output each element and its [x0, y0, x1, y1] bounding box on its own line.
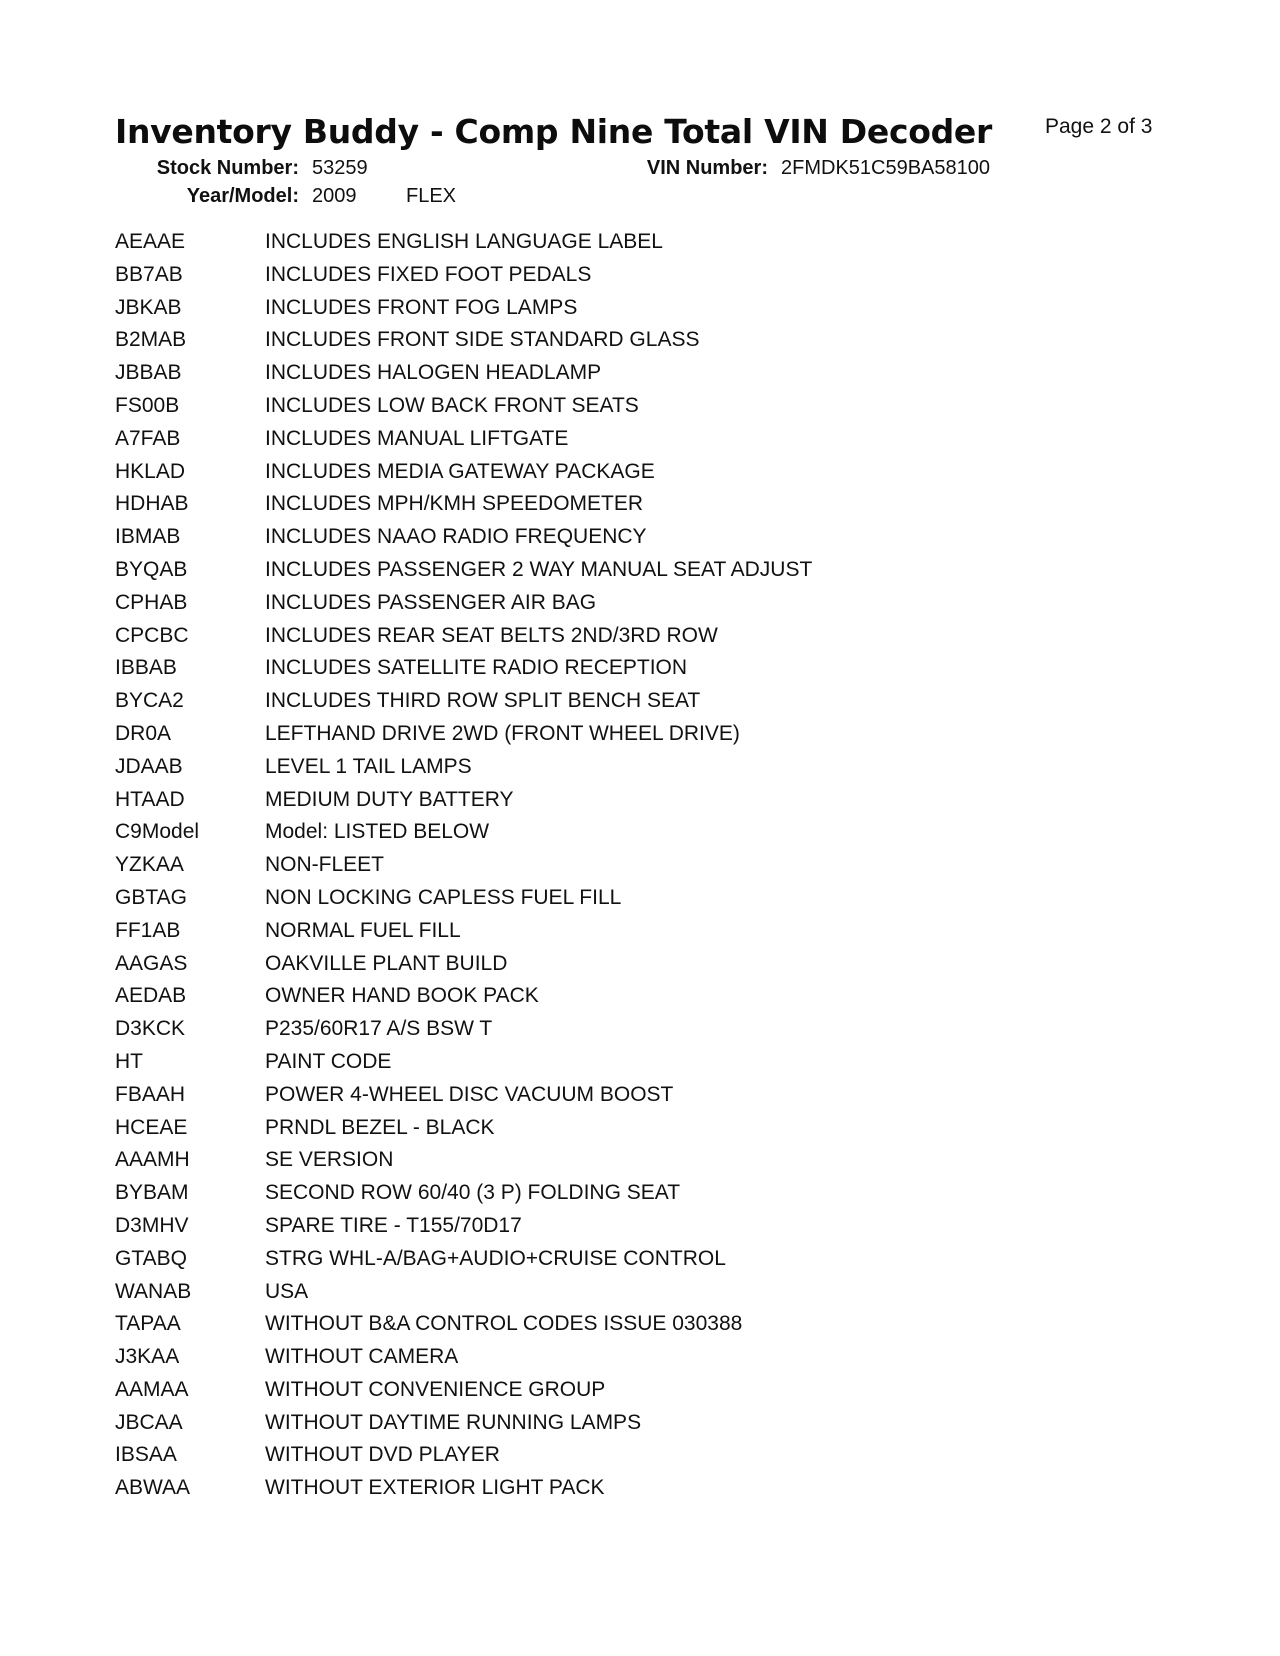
option-description: PRNDL BEZEL - BLACK: [265, 1115, 495, 1139]
option-code: C9Model: [115, 820, 200, 844]
option-description: LEVEL 1 TAIL LAMPS: [265, 754, 472, 778]
list-item: [0, 1243, 1280, 1276]
option-code: HCEAE: [115, 1115, 188, 1139]
list-item: [0, 456, 1280, 489]
option-description: SECOND ROW 60/40 (3 P) FOLDING SEAT: [265, 1181, 681, 1205]
option-code: CPCBC: [115, 623, 189, 647]
list-item: [0, 980, 1280, 1013]
option-code: YZKAA: [115, 853, 184, 877]
list-item: [0, 620, 1280, 653]
option-description: INCLUDES HALOGEN HEADLAMP: [265, 361, 602, 385]
option-description: PAINT CODE: [265, 1049, 392, 1073]
option-code: FF1AB: [115, 918, 181, 942]
option-description: WITHOUT CAMERA: [265, 1345, 459, 1369]
list-item: [0, 1439, 1280, 1472]
list-item: [0, 1276, 1280, 1309]
option-description: STRG WHL-A/BAG+AUDIO+CRUISE CONTROL: [265, 1246, 726, 1270]
option-description: INCLUDES NAAO RADIO FREQUENCY: [265, 525, 647, 549]
option-code: GTABQ: [115, 1246, 187, 1270]
option-code: TAPAA: [115, 1312, 181, 1336]
option-description: USA: [265, 1279, 309, 1303]
option-code: IBMAB: [115, 525, 181, 549]
option-code: BYBAM: [115, 1181, 189, 1205]
list-item: [0, 685, 1280, 718]
option-code: FBAAH: [115, 1082, 186, 1106]
option-description: MEDIUM DUTY BATTERY: [265, 787, 514, 811]
option-description: INCLUDES LOW BACK FRONT SEATS: [265, 393, 639, 417]
option-code: D3KCK: [115, 1017, 186, 1041]
option-description: WITHOUT DVD PLAYER: [265, 1443, 500, 1467]
year-value: 2009: [312, 185, 357, 207]
option-description: OWNER HAND BOOK PACK: [265, 984, 539, 1008]
option-code: IBSAA: [115, 1443, 177, 1467]
option-code: JBKAB: [115, 295, 182, 319]
option-code: HT: [115, 1049, 143, 1073]
option-description: WITHOUT EXTERIOR LIGHT PACK: [265, 1476, 605, 1500]
list-item: [0, 882, 1280, 915]
list-item: [0, 324, 1280, 357]
list-item: [0, 357, 1280, 390]
list-item: [0, 751, 1280, 784]
option-description: SPARE TIRE - T155/70D17: [265, 1213, 522, 1237]
list-item: [0, 423, 1280, 456]
list-item: [0, 1472, 1280, 1505]
option-code: HDHAB: [115, 492, 189, 516]
list-item: [0, 1046, 1280, 1079]
option-description: LEFTHAND DRIVE 2WD (FRONT WHEEL DRIVE): [265, 721, 740, 745]
option-code: BB7AB: [115, 262, 183, 286]
list-item: [0, 718, 1280, 751]
option-description: P235/60R17 A/S BSW T: [265, 1017, 493, 1041]
option-description: INCLUDES MEDIA GATEWAY PACKAGE: [265, 459, 655, 483]
list-item: [0, 1112, 1280, 1145]
model-value: FLEX: [406, 185, 457, 207]
option-code: HKLAD: [115, 459, 186, 483]
list-item: [0, 784, 1280, 817]
list-item: [0, 1210, 1280, 1243]
list-item: [0, 259, 1280, 292]
page-indicator: Page 2 of 3: [1045, 115, 1153, 138]
option-description: NORMAL FUEL FILL: [265, 918, 461, 942]
list-item: [0, 652, 1280, 685]
option-code: CPHAB: [115, 590, 188, 614]
option-code: DR0A: [115, 721, 172, 745]
list-item: [0, 816, 1280, 849]
vin-number-value: 2FMDK51C59BA58100: [781, 157, 991, 179]
option-code: BYQAB: [115, 557, 188, 581]
list-item: [0, 1407, 1280, 1440]
option-code: AEDAB: [115, 984, 187, 1008]
option-description: INCLUDES ENGLISH LANGUAGE LABEL: [265, 230, 663, 253]
option-description: INCLUDES FRONT SIDE STANDARD GLASS: [265, 328, 700, 352]
stock-number-value: 53259: [312, 157, 368, 179]
option-code: AEAAE: [115, 230, 186, 253]
option-description: INCLUDES THIRD ROW SPLIT BENCH SEAT: [265, 689, 701, 713]
option-description: INCLUDES FIXED FOOT PEDALS: [265, 262, 592, 286]
option-description: INCLUDES PASSENGER AIR BAG: [265, 590, 597, 614]
option-code: B2MAB: [115, 328, 187, 352]
list-item: [0, 915, 1280, 948]
list-item: [0, 488, 1280, 521]
option-description: INCLUDES MPH/KMH SPEEDOMETER: [265, 492, 644, 516]
option-code: IBBAB: [115, 656, 177, 680]
option-code: A7FAB: [115, 426, 181, 450]
option-description: INCLUDES FRONT FOG LAMPS: [265, 295, 578, 319]
year-model-label: Year/Model:: [186, 185, 299, 207]
option-description: NON LOCKING CAPLESS FUEL FILL: [265, 885, 622, 909]
option-code: FS00B: [115, 393, 180, 417]
option-code: BYCA2: [115, 689, 184, 713]
stock-number-label: Stock Number:: [156, 157, 299, 179]
list-item: [0, 521, 1280, 554]
list-item: [0, 390, 1280, 423]
option-description: WITHOUT DAYTIME RUNNING LAMPS: [265, 1410, 642, 1434]
option-code: HTAAD: [115, 787, 185, 811]
list-item: [0, 292, 1280, 325]
option-description: INCLUDES PASSENGER 2 WAY MANUAL SEAT ADJUST: [265, 557, 813, 581]
list-item: [0, 1374, 1280, 1407]
option-code: ABWAA: [115, 1476, 191, 1500]
option-code: JBCAA: [115, 1410, 183, 1434]
option-code: D3MHV: [115, 1213, 189, 1237]
option-description: NON-FLEET: [265, 853, 385, 877]
option-code: AAAMH: [115, 1148, 190, 1172]
option-code: WANAB: [115, 1279, 192, 1303]
list-item: [0, 554, 1280, 587]
vin-number-label: VIN Number:: [646, 157, 768, 179]
option-code: J3KAA: [115, 1345, 180, 1369]
list-item: [0, 587, 1280, 620]
list-item: [0, 1079, 1280, 1112]
list-item: [0, 1144, 1280, 1177]
list-item: [0, 1013, 1280, 1046]
option-description: WITHOUT B&A CONTROL CODES ISSUE 030388: [265, 1312, 743, 1336]
list-item: [0, 948, 1280, 981]
option-description: OAKVILLE PLANT BUILD: [265, 951, 508, 975]
option-code-list: [0, 226, 1280, 1505]
list-item: [0, 849, 1280, 882]
page-title: Inventory Buddy - Comp Nine Total VIN Decoder: [115, 112, 992, 151]
list-item: [0, 1341, 1280, 1374]
option-description: POWER 4-WHEEL DISC VACUUM BOOST: [265, 1082, 674, 1106]
option-description: Model: LISTED BELOW: [265, 820, 490, 844]
list-item: [0, 226, 1280, 259]
option-description: INCLUDES SATELLITE RADIO RECEPTION: [265, 656, 688, 680]
option-code: JDAAB: [115, 754, 183, 778]
option-code: GBTAG: [115, 885, 187, 909]
option-description: SE VERSION: [265, 1148, 394, 1172]
option-code: AAGAS: [115, 951, 188, 975]
list-item: [0, 1308, 1280, 1341]
option-description: WITHOUT CONVENIENCE GROUP: [265, 1377, 606, 1401]
option-description: INCLUDES REAR SEAT BELTS 2ND/3RD ROW: [265, 623, 718, 647]
option-code: AAMAA: [115, 1377, 189, 1401]
option-description: INCLUDES MANUAL LIFTGATE: [265, 426, 569, 450]
list-item: [0, 1177, 1280, 1210]
option-code: JBBAB: [115, 361, 182, 385]
